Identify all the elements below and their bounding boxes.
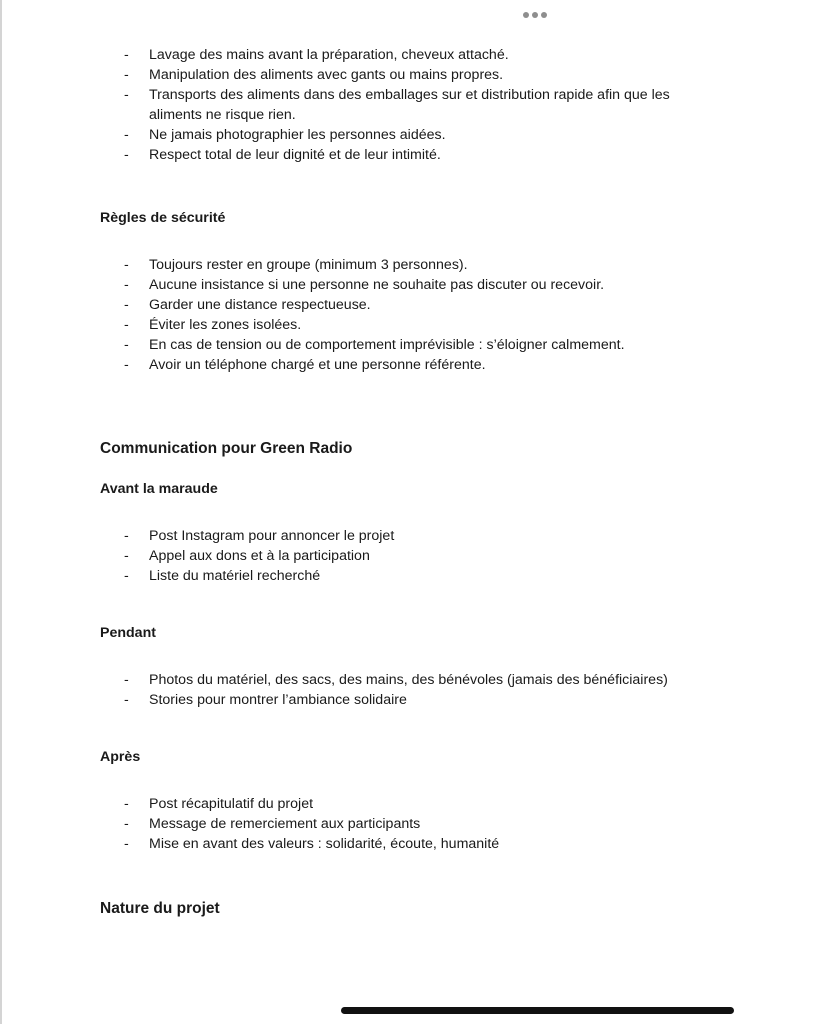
list-item-text: Stories pour montrer l’ambiance solidaire	[149, 692, 407, 708]
list-item-text: Manipulation des aliments avec gants ou mains propres.	[149, 67, 504, 83]
bullet-dash: -	[124, 796, 129, 812]
bullet-dash: -	[124, 147, 129, 163]
list-item-text: Photos du matériel, des sacs, des mains, des bénévoles (jamais des bénéficiaires)	[149, 672, 668, 688]
dot	[523, 12, 529, 18]
list-item-text: Aucune insistance si une personne ne souhaite pas discuter ou recevoir.	[149, 277, 605, 293]
list-item-text: Lavage des mains avant la préparation, cheveux attaché.	[149, 47, 509, 63]
list-item-text: Mise en avant des valeurs : solidarité, écoute, humanité	[149, 836, 500, 852]
bullet-dash: -	[124, 47, 129, 63]
security-heading: Règles de sécurité	[100, 210, 226, 226]
nature-heading: Nature du projet	[100, 900, 220, 917]
bullet-dash: -	[124, 297, 129, 313]
list-item-text: En cas de tension ou de comportement imprévisible : s’éloigner calmement.	[149, 337, 625, 353]
during-heading: Pendant	[100, 625, 156, 641]
bullet-dash: -	[124, 127, 129, 143]
bullet-dash: -	[124, 317, 129, 333]
list-item-text: Toujours rester en groupe (minimum 3 personnes).	[149, 257, 468, 273]
bullet-dash: -	[124, 87, 129, 103]
communication-heading: Communication pour Green Radio	[100, 440, 353, 457]
bullet-dash: -	[124, 816, 129, 832]
home-indicator[interactable]	[341, 1007, 734, 1014]
dot	[532, 12, 538, 18]
bullet-dash: -	[124, 277, 129, 293]
bullet-dash: -	[124, 548, 129, 564]
bullet-dash: -	[124, 337, 129, 353]
bullet-dash: -	[124, 528, 129, 544]
list-item-text: Garder une distance respectueuse.	[149, 297, 371, 313]
bullet-dash: -	[124, 692, 129, 708]
page-left-edge	[0, 0, 2, 1024]
before-heading: Avant la maraude	[100, 481, 218, 497]
list-item-text: Appel aux dons et à la participation	[149, 548, 370, 564]
list-item-text: Post récapitulatif du projet	[149, 796, 314, 812]
list-item-text: Éviter les zones isolées.	[149, 317, 302, 333]
bullet-dash: -	[124, 836, 129, 852]
list-item-text: Transports des aliments dans des emballages sur et distribution rapide afin que les aliments ne risque rien.	[149, 87, 670, 123]
bullet-dash: -	[124, 568, 129, 584]
bullet-dash: -	[124, 67, 129, 83]
list-item-text: Liste du matériel recherché	[149, 568, 321, 584]
list-item-text: Avoir un téléphone chargé et une personne référente.	[149, 357, 486, 373]
list-item-text: Ne jamais photographier les personnes aidées.	[149, 127, 446, 143]
after-heading: Après	[100, 749, 141, 765]
more-options-icon[interactable]	[523, 10, 551, 20]
list-item-text: Respect total de leur dignité et de leur intimité.	[149, 147, 441, 163]
dot	[541, 12, 547, 18]
list-item-text: Post Instagram pour annoncer le projet	[149, 528, 395, 544]
bullet-dash: -	[124, 672, 129, 688]
bullet-dash: -	[124, 357, 129, 373]
bullet-dash: -	[124, 257, 129, 273]
list-item-text: Message de remerciement aux participants	[149, 816, 421, 832]
